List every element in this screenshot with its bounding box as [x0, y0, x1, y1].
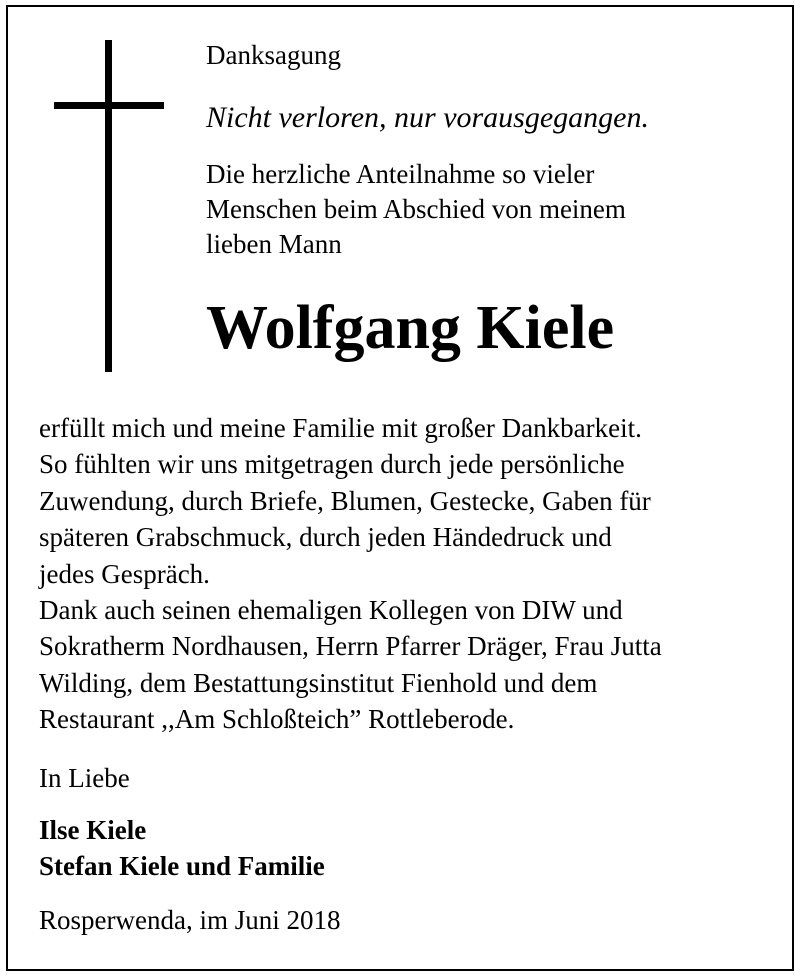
notice-heading: Danksagung: [206, 40, 341, 70]
signers-block: [39, 812, 325, 884]
signer-name: Ilse Kiele: [39, 815, 147, 845]
closing-phrase: In Liebe: [39, 763, 130, 793]
cross-horizontal-bar: [54, 102, 164, 109]
signer-name: Stefan Kiele und Familie: [39, 851, 325, 881]
place-and-date: Rosperwenda, im Juni 2018: [39, 905, 341, 935]
notice-motto: Nicht verloren, nur vorausgegangen.: [206, 101, 649, 134]
thanks-body-text: erfüllt mich und meine Familie mit großer Dankbarkeit. So fühlten wir uns mitgetragen durch jede persönliche Zuwendung, durch Briefe, Blumen, Gestecke, Gaben für späteren Grabschmuck, durch jeden Händedruck und jedes Gespräch. Dank auch seinen ehemaligen Kollegen von DIW und Sokratherm Nordhausen, Herrn Pfarrer Dräger, Frau Jutta Wilding, dem Bestattungsinstitut Fienhold und dem Restaurant ,,Am Schloßteich” Rottleberode.: [39, 413, 662, 735]
cross-icon: [54, 40, 164, 375]
deceased-name: Wolfgang Kiele: [206, 294, 615, 362]
cross-vertical-bar: [105, 40, 112, 372]
intro-text: Die herzliche Anteilnahme so vieler Menschen beim Abschied von meinem lieben Mann: [206, 159, 626, 259]
